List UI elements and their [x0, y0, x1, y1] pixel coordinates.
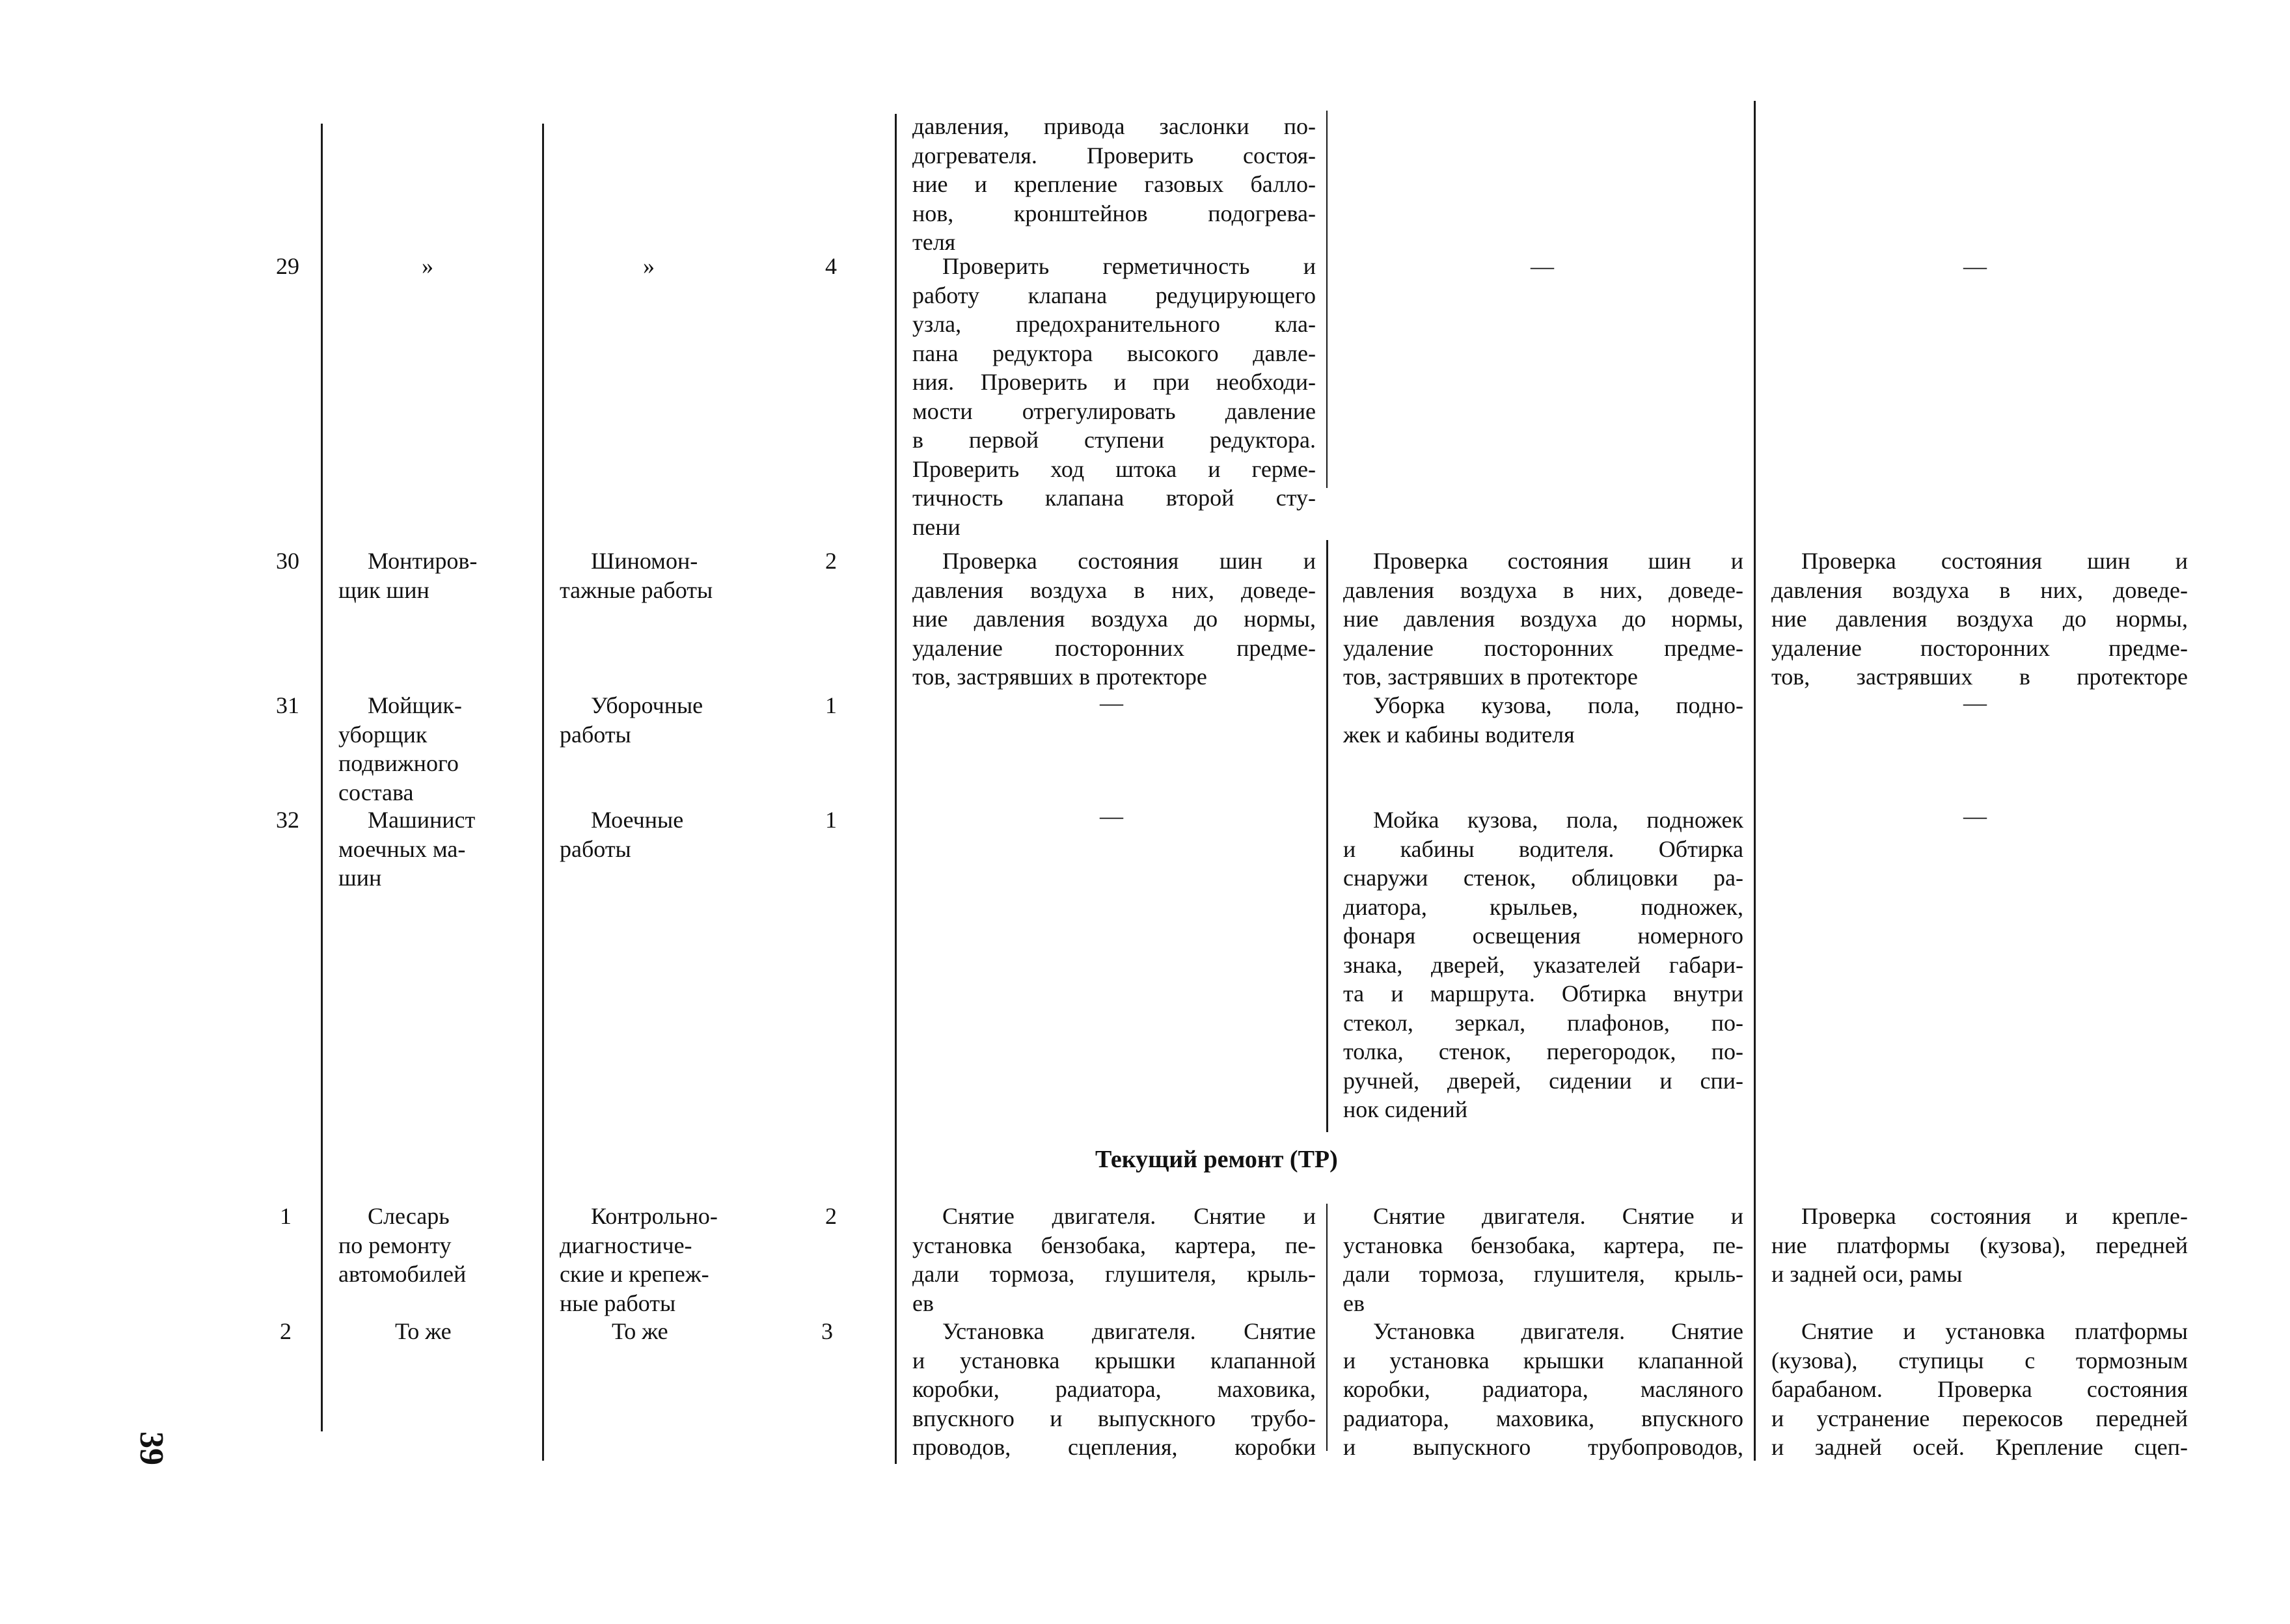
continuation-text: давления, привода заслонки по- догревателя. Проверить состоя- ние и крепление газовых балло- нов, кронштейнов подогрева- теля [912, 113, 1316, 255]
row-number: 32 [276, 807, 299, 833]
operations-cell-b: Снятие двигателя. Снятие и установка бензобака, картера, пе- дали тормоза, глушителя, крыль- ев [1343, 1203, 1743, 1316]
works-cell: » [643, 253, 655, 279]
operations-cell-a: Проверить герметичность и работу клапана редуцирующего узла, предохранительного кла- пана редуктора высокого давле- ния. Проверить и при необходи- мости отрегулировать давление в первой ступени редуктора. Проверить ход штока и герме- тичность клапана второй сту- пени [912, 253, 1316, 540]
worker-cell: » [422, 253, 433, 279]
empty-dash: — [1100, 690, 1123, 716]
works-cell: Контрольно- диагностиче- ские и крепеж- ные работы [560, 1203, 718, 1316]
worker-cell: Мойщик- уборщик подвижного состава [338, 692, 462, 805]
row-number: 29 [276, 253, 299, 279]
row-number: 30 [276, 548, 299, 574]
column-rule-1 [321, 124, 323, 1431]
operations-cell-a: Проверка состояния шин и давления воздуха в них, доведе- ние давления воздуха до нормы, удаление посторонних предме- тов, застрявших в протекторе [912, 548, 1316, 690]
empty-dash: — [1963, 253, 1987, 279]
column-rule-3 [895, 114, 897, 1464]
row-number: 31 [276, 692, 299, 718]
operations-cell-c: Проверка состояния и крепле- ние платформы (кузова), передней и задней оси, рамы [1771, 1203, 2188, 1287]
page-number: 39 [133, 1431, 170, 1465]
column-rule-4 [1326, 111, 1328, 488]
column-rule-2 [542, 124, 544, 1461]
works-cell: Шиномон- тажные работы [560, 548, 713, 603]
row-number: 2 [280, 1318, 292, 1344]
operations-cell-a: Установка двигателя. Снятие и установка крышки клапанной коробки, радиатора, маховика, впускного и выпускного трубо- проводов, сцепления, коробки [912, 1318, 1316, 1460]
empty-dash: — [1963, 803, 1987, 829]
worker-cell: Слесарь по ремонту автомобилей [338, 1203, 467, 1287]
hours-cell: 2 [825, 1203, 837, 1229]
hours-cell: 1 [825, 692, 837, 718]
operations-cell-b: Установка двигателя. Снятие и установка крышки клапанной коробки, радиатора, масляного радиатора, маховика, впускного и выпускного трубопроводов, [1343, 1318, 1743, 1460]
worker-cell: То же [395, 1318, 452, 1344]
hours-cell: 2 [825, 548, 837, 574]
empty-dash: — [1531, 253, 1554, 279]
works-cell: Моечные работы [560, 807, 684, 862]
works-cell: То же [612, 1318, 668, 1344]
hours-cell: 4 [825, 253, 837, 279]
worker-cell: Машинист моечных ма- шин [338, 807, 476, 891]
empty-dash: — [1963, 690, 1987, 716]
works-cell: Уборочные работы [560, 692, 703, 748]
operations-cell-c: Проверка состояния шин и давления воздуха в них, доведе- ние давления воздуха до нормы, удаление посторонних предме- тов, застрявших в протекторе [1771, 548, 2188, 690]
row-number: 1 [280, 1203, 292, 1229]
column-rule-4b [1326, 540, 1328, 1132]
worker-cell: Монтиров- щик шин [338, 548, 478, 603]
column-rule-4c [1326, 1204, 1328, 1451]
hours-cell: 3 [821, 1318, 833, 1344]
operations-cell-b: Мойка кузова, пола, подножек и кабины водителя. Обтирка снаружи стенок, облицовки ра- диатора, крыльев, подножек, фонаря освещения номерного знака, дверей, указателей габари- та и маршрута. Обтирка внутри стекол, зеркал, плафонов, по- толка, стенок, перегородок, по- ручней, дверей, сидении и спи- нок сидений [1343, 807, 1743, 1122]
operations-cell-c: Снятие и установка платформы (кузова), ступицы с тормозным барабаном. Проверка состояния и устранение перекосов передней и задней осей. Крепление сцеп- [1771, 1318, 2188, 1460]
column-rule-5 [1754, 101, 1756, 1461]
operations-cell-a: Снятие двигателя. Снятие и установка бензобака, картера, пе- дали тормоза, глушителя, крыль- ев [912, 1203, 1316, 1316]
section-heading: Текущий ремонт (ТР) [1095, 1146, 1338, 1173]
operations-cell-b: Уборка кузова, пола, подно- жек и кабины водителя [1343, 692, 1743, 748]
empty-dash: — [1100, 803, 1123, 829]
hours-cell: 1 [825, 807, 837, 833]
operations-cell-b: Проверка состояния шин и давления воздуха в них, доведе- ние давления воздуха до нормы, удаление посторонних предме- тов, застрявших в протекторе [1343, 548, 1743, 690]
